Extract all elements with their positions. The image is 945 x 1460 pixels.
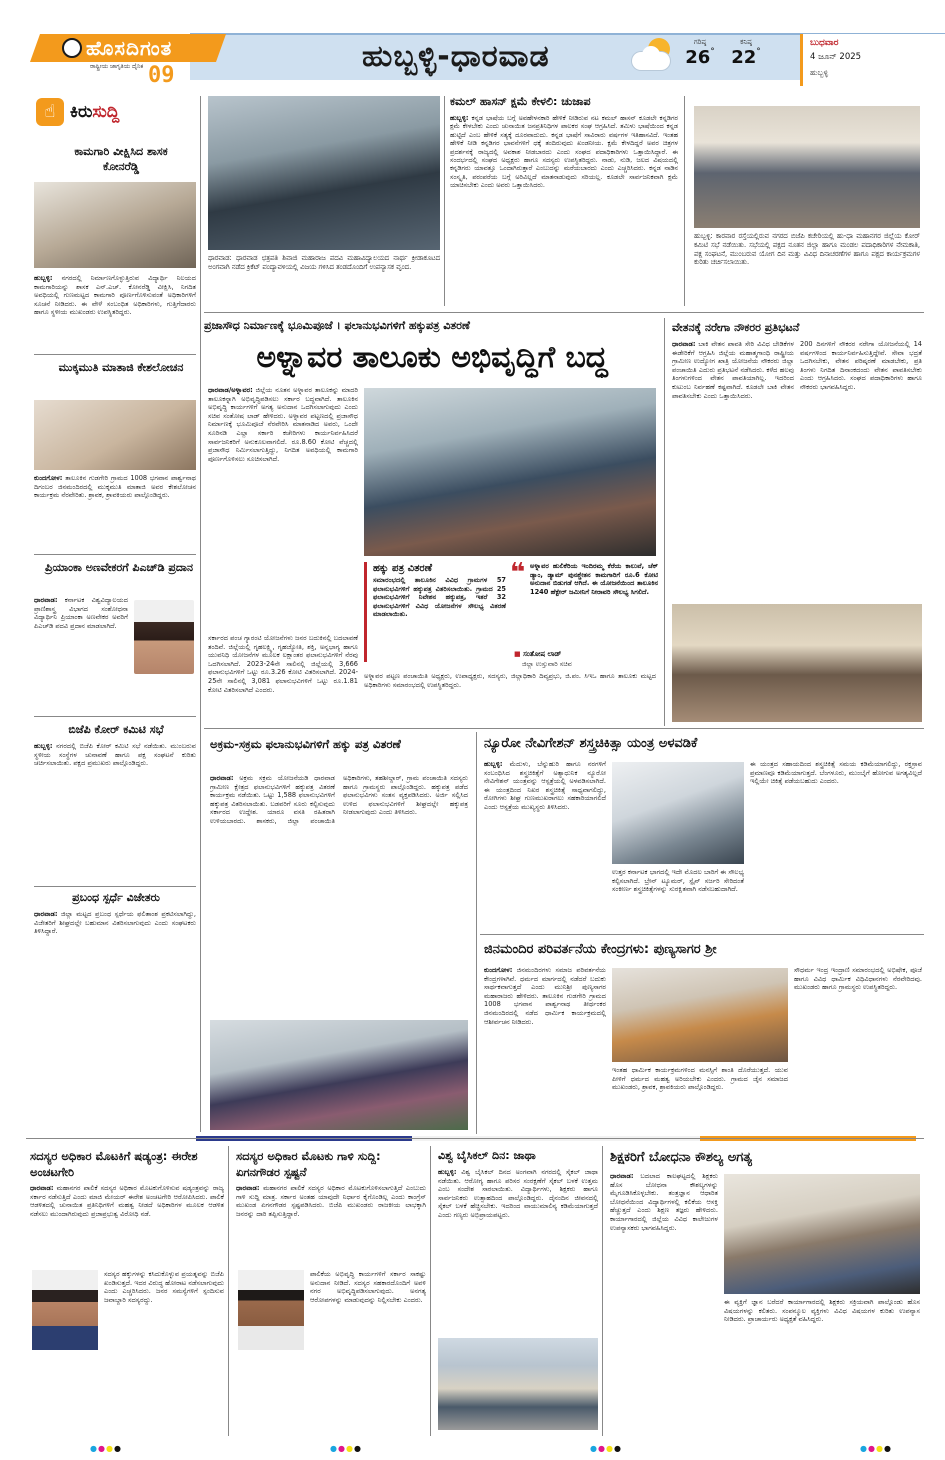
neuro-headline: ನ್ಯೂರೋ ನೇವಿಗೇಶನ್ ಶಸ್ತ್ರಚಿಕಿತ್ಸಾ ಯಂತ್ರ ಅಳವಡಿಕೆ xyxy=(484,736,698,751)
bottom-col-1 xyxy=(26,1146,226,1436)
page-number: 09 xyxy=(148,63,175,88)
max-temp-value: 26 xyxy=(685,47,711,68)
news-photo xyxy=(724,1174,920,1294)
col2-body-2: ಪಾಲಿಕೆಯ ಅಭಿವೃದ್ಧಿ ಕಾರ್ಯಗಳಿಗೆ ಸರ್ಕಾರ ಸಾಕಷ್ಟು ಅನುದಾನ ನೀಡಿದೆ. ಸದಸ್ಯರ ಸಹಕಾರದೊಂದಿಗೆ ಅವಳಿ ನಗರ ಅಭಿವೃದ್ಧಿಪಡಿಸಲಾಗುವುದು. ಅನಗತ್ಯ ಆರೋಪಗಳನ್ನು ಮಾಡುವುದನ್ನು ನಿಲ್ಲಿಸಬೇಕು ಎಂದರು. xyxy=(310,1270,426,1304)
weekday: ಬುಧವಾರ xyxy=(810,38,839,48)
col1-body-1: ಧಾರವಾಡ: ಮಹಾನಗರ ಪಾಲಿಕೆ ಸದಸ್ಯರ ಅಧಿಕಾರ ಮೊಟಕುಗೊಳಿಸುವ ಷಡ್ಯಂತ್ರವನ್ನು ರಾಜ್ಯ ಸರ್ಕಾರ ನಡೆಸುತ್ತಿದೆ ಎಂದು ಮಾಜಿ ಮೇಯರ್ ಈರೇಶ ಅಂಚಟಗೇರಿ ಆರೋಪಿಸಿದರು. ಪಾಲಿಕೆ ಆಡಳಿತದಲ್ಲಿ ಚುನಾಯಿತ ಪ್ರತಿನಿಧಿಗಳಿಗೆ ಮಹತ್ವ ನೀಡದೆ ಅಧಿಕಾರಿಗಳ ಮೂಲಕ ಆಡಳಿತ ನಡೆಸಲು ಮುಂದಾಗಿರುವುದು ಪ್ರಜಾಪ್ರಭುತ್ವ ವಿರೋಧಿ ನಡೆ. xyxy=(30,1184,224,1218)
quote-box xyxy=(510,558,658,670)
kirusuddi-label-b: ಸುದ್ದಿ xyxy=(92,102,120,122)
sidebar-item-title: ಪ್ರಬಂಧ ಸ್ಪರ್ಧೆ ವಿಜೇತರು xyxy=(72,891,160,904)
logo xyxy=(30,34,230,86)
neuro-body-2: ಉತ್ತರ ಕರ್ನಾಟಕ ಭಾಗದಲ್ಲಿ ಇದೇ ಮೊದಲ ಬಾರಿಗೆ ಈ ಸೌಲಭ್ಯ ಕಲ್ಪಿಸಲಾಗಿದೆ. ಬ್ರೇನ್ ಟ್ಯೂಮರ್, ಸ್ಪೈನ್ ಸರ್ಜರಿ ಸೇರಿದಂತೆ ಸಂಕೀರ್ಣ ಶಸ್ತ್ರಚಿಕಿತ್ಸೆಗಳನ್ನು ಸುರಕ್ಷಿತವಾಗಿ ನಡೆಸಬಹುದಾಗಿದೆ. xyxy=(612,868,744,894)
news-photo xyxy=(612,968,788,1062)
news-photo xyxy=(612,762,744,864)
portrait-photo xyxy=(32,1270,98,1350)
kamal-headline: ಕಮಲ್ ಹಾಸನ್ ಕ್ಷಮೆ ಕೇಳಲಿ: ಚುಜಾಪ xyxy=(450,95,591,108)
sidebar-divider xyxy=(200,96,201,1132)
portrait-photo xyxy=(134,600,194,674)
divider xyxy=(476,732,477,1134)
info-box-body: ಸಮಾರಂಭದಲ್ಲಿ ತಾಲೂಕಿನ ವಿವಿಧ ಗ್ರಾಮಗಳ 57 ಫಲಾನುಭವಿಗಳಿಗೆ ಹಕ್ಕುಪತ್ರ ವಿತರಿಸಲಾಯಿತು. ಗ್ರಾಮದ 25 ಫಲಾನುಭವಿಗಳಿಗೆ ನಿವೇಶನ ಹಕ್ಕುಪತ್ರ, ಇತರೆ 32 ಫಲಾನುಭವಿಗಳಿಗೆ ವಿವಿಧ ಯೋಜನೆಗಳ ಸೌಲಭ್ಯ ವಿತರಣೆ ಮಾಡಲಾಯಿತು. xyxy=(373,576,506,619)
divider xyxy=(664,318,665,726)
lead-headline: ಅಳ್ನಾವರ ತಾಲೂಕು ಅಭಿವೃದ್ಧಿಗೆ ಬದ್ಧ xyxy=(256,340,608,375)
registration-marks: ●●●● xyxy=(590,1444,622,1453)
news-photo xyxy=(694,106,920,228)
registration-marks: ●●●● xyxy=(860,1444,892,1453)
akrama-body: ಧಾರವಾಡ: ಅಕ್ರಮ ಸಕ್ರಮ ಯೋಜನೆಯಡಿ ಧಾರವಾಡ ಗ್ರಾಮೀಣ ಕ್ಷೇತ್ರದ ಫಲಾನುಭವಿಗಳಿಗೆ ಹಕ್ಕುಪತ್ರ ವಿತರಣೆ ಕಾರ್ಯಕ್ರಮ ನಡೆಯಿತು. ಒಟ್ಟು 1,588 ಫಲಾನುಭವಿಗಳಿಗೆ ಹಕ್ಕುಪತ್ರ ವಿತರಿಸಲಾಯಿತು. ಬಡವರಿಗೆ ಸೂರು ಕಲ್ಪಿಸುವುದು ಸರ್ಕಾರದ ಉದ್ದೇಶ. ಯಾರೂ ವಸತಿ ರಹಿತರಾಗಿ ಉಳಿಯಬಾರದು. ಶಾಸಕರು, ಜಿಲ್ಲಾ ಪಂಚಾಯಿತಿ ಅಧಿಕಾರಿಗಳು, ತಹಶೀಲ್ದಾರ್, ಗ್ರಾಮ ಪಂಚಾಯಿತಿ ಸದಸ್ಯರು ಹಾಗೂ ಗ್ರಾಮಸ್ಥರು ಪಾಲ್ಗೊಂಡಿದ್ದರು. ಹಕ್ಕುಪತ್ರ ಪಡೆದ ಫಲಾನುಭವಿಗಳು ಸಂತಸ ವ್ಯಕ್ತಪಡಿಸಿದರು. ಅರ್ಜಿ ಸಲ್ಲಿಸಿದ ಉಳಿದ ಫಲಾನುಭವಿಗಳಿಗೆ ಶೀಘ್ರದಲ್ಲೇ ಹಕ್ಕುಪತ್ರ ನೀಡಲಾಗುವುದು ಎಂದು ತಿಳಿಸಿದರು. xyxy=(210,774,468,825)
quote-mark-icon: ❝ xyxy=(510,558,526,588)
divider xyxy=(34,354,196,355)
sidebar-item-body: ಕುಂದಗೋಳ: ತಾಲೂಕಿನ ಗುಡಗೇರಿ ಗ್ರಾಮದ 1008 ಭಗವಾನ ಪಾರ್ಶ್ವನಾಥ ದಿಗಂಬರ ಜಿನಮಂದಿರದಲ್ಲಿ ಮುಕ್ಕಮುತಿ ಮಾತಾಜಿ ಅವರ ಕೇಶಲೋಚನ ಕಾರ್ಯಕ್ರಮ ನೆರವೇರಿತು. ಶ್ರಾವಕ, ಶ್ರಾವಕಿಯರು ಪಾಲ್ಗೊಂಡಿದ್ದರು. xyxy=(34,474,196,500)
jina-headline: ಜಿನಮಂದಿರ ಪರಿವರ್ತನೆಯ ಕೇಂದ್ರಗಳು: ಪುಣ್ಯಸಾಗರ ಶ್ರೀ xyxy=(484,942,717,957)
sidebar-item-title: ಪ್ರಿಯಾಂಕಾ ಅಣವೇಕರಗೆ ಪಿಎಚ್‌ಡಿ ಪ್ರದಾನ xyxy=(44,561,194,574)
portrait-photo xyxy=(238,1270,304,1350)
news-photo xyxy=(364,388,656,556)
divider xyxy=(228,1146,229,1436)
jina-body-2: ಇಂತಹ ಧಾರ್ಮಿಕ ಕಾರ್ಯಕ್ರಮಗಳಿಂದ ಮನಸ್ಸಿಗೆ ಶಾಂತಿ ದೊರೆಯುತ್ತದೆ. ಯುವ ಪೀಳಿಗೆ ಧರ್ಮದ ಮಹತ್ವ ಅರಿಯಬೇಕು ಎಂದರು. ಗ್ರಾಮದ ಜೈನ ಸಮಾಜದ ಮುಖಂಡರು, ಶ್ರಾವಕ, ಶ್ರಾವಕಿಯರು ಪಾಲ್ಗೊಂಡಿದ್ದರು. xyxy=(612,1066,788,1092)
sidebar xyxy=(26,92,198,1134)
akrama-story xyxy=(204,732,472,1134)
bottom-col-4 xyxy=(606,1146,924,1436)
registration-marks: ●●●● xyxy=(330,1444,362,1453)
news-photo xyxy=(208,96,440,250)
sidebar-item-body: ಧಾರವಾಡ: ಕರ್ನಾಟಕ ವಿಶ್ವವಿದ್ಯಾಲಯದ ಪ್ರಾಣಿಶಾಸ್ತ್ರ ವಿಭಾಗದ ಸಂಶೋಧನಾ ವಿದ್ಯಾರ್ಥಿನಿ ಪ್ರಿಯಾಂಕಾ ಅಣವೇಕರ ಅವರಿಗೆ ಪಿಎಚ್‌ಡಿ ಪದವಿ ಪ್ರದಾನ ಮಾಡಲಾಗಿದೆ. xyxy=(34,596,128,630)
nrega-story xyxy=(668,316,924,726)
neuro-story xyxy=(480,732,924,932)
logo-emblem-icon xyxy=(62,38,82,58)
col3-headline: ವಿಶ್ವ ಬೈಸಿಕಲ್ ದಿನ: ಜಾಥಾ xyxy=(438,1149,536,1162)
news-photo xyxy=(34,400,196,470)
bottom-col-3 xyxy=(434,1146,600,1436)
akrama-headline: ಅಕ್ರಮ-ಸಕ್ರಮ ಫಲಾನುಭವಿಗಳಿಗೆ ಹಕ್ಕು ಪತ್ರ ವಿತರಣೆ xyxy=(210,737,401,751)
divider xyxy=(444,96,445,306)
top-stories xyxy=(204,92,924,310)
divider xyxy=(430,1146,431,1436)
divider xyxy=(34,554,196,555)
bottom-col-2 xyxy=(232,1146,428,1436)
nrega-body-1: ಧಾರವಾಡ: ಬಾಕಿ ವೇತನ ಪಾವತಿ ಸೇರಿ ವಿವಿಧ ಬೇಡಿಕೆಗಳ ಈಡೇರಿಕೆಗೆ ಆಗ್ರಹಿಸಿ ಜಿಲ್ಲೆಯ ಮಹಾತ್ಮಗಾಂಧಿ ರಾಷ್ಟ್ರೀಯ ಗ್ರಾಮೀಣ ಉದ್ಯೋಗ ಖಾತ್ರಿ ಯೋಜನೆಯ ನೌಕರರು ಜಿಲ್ಲಾ ಪಂಚಾಯಿತಿ ಎದುರು ಪ್ರತಿಭಟನೆ ನಡೆಸಿದರು. ಕಳೆದ ಹಲವು ತಿಂಗಳುಗಳಿಂದ ವೇತನ ಪಾವತಿಯಾಗಿಲ್ಲ. ಇದರಿಂದ ಕುಟುಂಬ ನಿರ್ವಹಣೆ ಕಷ್ಟವಾಗಿದೆ. ಕೂಡಲೇ ಬಾಕಿ ವೇತನ ಪಾವತಿಸಬೇಕು ಎಂದು ಒತ್ತಾಯಿಸಿದರು. xyxy=(672,340,794,400)
quote-author: ■ ಸಂತೋಷ ಲಾಡ್ xyxy=(514,650,562,658)
divider xyxy=(34,716,196,717)
lead-body-2: ಸರ್ಕಾರದ ಪಂಚ ಗ್ಯಾರಂಟಿ ಯೋಜನೆಗಳು ಜನರ ಬದುಕಿನಲ್ಲಿ ಬದಲಾವಣೆ ತಂದಿವೆ. ಜಿಲ್ಲೆಯಲ್ಲಿ ಗೃಹಲಕ್ಷ್ಮಿ, ಗೃಹಜ್ಯೋತಿ, ಶಕ್ತಿ, ಅನ್ನಭಾಗ್ಯ ಹಾಗೂ ಯುವನಿಧಿ ಯೋಜನೆಗಳ ಮೂಲಕ ಲಕ್ಷಾಂತರ ಫಲಾನುಭವಿಗಳಿಗೆ ನೆರವು ಒದಗಿಸಲಾಗಿದೆ. 2023-24ನೇ ಸಾಲಿನಲ್ಲಿ ಜಿಲ್ಲೆಯಲ್ಲಿ 3,666 ಫಲಾನುಭವಿಗಳಿಗೆ ಒಟ್ಟು ರೂ.3.26 ಕೋಟಿ ವಿತರಿಸಲಾಗಿದೆ. 2024-25ನೇ ಸಾಲಿನಲ್ಲಿ 3,081 ಫಲಾನುಭವಿಗಳಿಗೆ ಒಟ್ಟು ರೂ.1.81 ಕೋಟಿ ವಿತರಿಸಲಾಗಿದೆ ಎಂದರು. xyxy=(208,634,358,694)
neuro-body-1: ಹುಬ್ಬಳ್ಳಿ: ಮೆದುಳು, ಬೆನ್ನುಹುರಿ ಹಾಗೂ ನರಗಳಿಗೆ ಸಂಬಂಧಿಸಿದ ಶಸ್ತ್ರಚಿಕಿತ್ಸೆಗೆ ಅತ್ಯಾಧುನಿಕ ನ್ಯೂರೋ ನೇವಿಗೇಶನ್ ಯಂತ್ರವನ್ನು ಆಸ್ಪತ್ರೆಯಲ್ಲಿ ಅಳವಡಿಸಲಾಗಿದೆ. ಈ ಯಂತ್ರದಿಂದ ನಿಖರ ಶಸ್ತ್ರಚಿಕಿತ್ಸೆ ಸಾಧ್ಯವಾಗಲಿದ್ದು, ರೋಗಿಗಳು ಶೀಘ್ರ ಗುಣಮುಖರಾಗಲು ಸಹಕಾರಿಯಾಗಲಿದೆ ಎಂದು ಆಸ್ಪತ್ರೆಯ ಮುಖ್ಯಸ್ಥರು ತಿಳಿಸಿದರು. xyxy=(484,760,606,811)
col4-body-2: ಈ ವ್ಯಕ್ತಿಗೆ ಜ್ಞಾನ ಬರೆದರೆ ಕಾರ್ಯಾಗಾರದಲ್ಲಿ ಶಿಕ್ಷಕರು ಸಕ್ರಿಯವಾಗಿ ಪಾಲ್ಗೊಂಡು ಹೊಸ ವಿಷಯಗಳನ್ನು ಕಲಿತರು. ಸಂಪನ್ಮೂಲ ವ್ಯಕ್ತಿಗಳು ವಿವಿಧ ವಿಷಯಗಳ ಕುರಿತು ಉಪನ್ಯಾಸ ನೀಡಿದರು. ಪ್ರಾಚಾರ್ಯರು ಅಧ್ಯಕ್ಷತೆ ವಹಿಸಿದ್ದರು. xyxy=(724,1298,920,1324)
sidebar-item-body: ಹುಬ್ಬಳ್ಳಿ: ನಗರದಲ್ಲಿ ಬಿಜೆಪಿ ಕೋರ್ ಕಮಿಟಿ ಸಭೆ ನಡೆಯಿತು. ಮುಂಬರುವ ಸ್ಥಳೀಯ ಸಂಸ್ಥೆಗಳ ಚುನಾವಣೆ ಹಾಗೂ ಪಕ್ಷ ಸಂಘಟನೆ ಕುರಿತು ಚರ್ಚಿಸಲಾಯಿತು. ಪಕ್ಷದ ಪ್ರಮುಖರು ಪಾಲ್ಗೊಂಡಿದ್ದರು. xyxy=(34,742,196,768)
lead-kicker: ಪ್ರಜಾಸೌಧ ನಿರ್ಮಾಣಕ್ಕೆ ಭೂಮಿಪೂಜೆ । ಫಲಾನುಭವಿಗಳಿಗೆ ಹಕ್ಕುಪತ್ರ ವಿತರಣೆ xyxy=(204,319,470,332)
logo-tagline: ರಾಷ್ಟ್ರೀಯ ಜಾಗೃತಿಯ ದೈನಿಕ xyxy=(90,63,144,70)
col1-body-2: ಸದಸ್ಯರ ಹಕ್ಕುಗಳನ್ನು ಕಸಿದುಕೊಳ್ಳುವ ಪ್ರಯತ್ನವನ್ನು ಬಿಜೆಪಿ ಖಂಡಿಸುತ್ತದೆ. ಇದರ ವಿರುದ್ಧ ಹೋರಾಟ ನಡೆಸಲಾಗುವುದು ಎಂದು ಎಚ್ಚರಿಸಿದರು. ಜನರ ಸಮಸ್ಯೆಗಳಿಗೆ ಸ್ಪಂದಿಸುವ ಜವಾಬ್ದಾರಿ ಸದಸ್ಯರದ್ದು. xyxy=(104,1270,224,1304)
nrega-headline: ವೇತನಕ್ಕೆ ನರೇಗಾ ನೌಕರರ ಪ್ರತಿಭಟನೆ xyxy=(672,321,800,334)
col2-body-1: ಧಾರವಾಡ: ಮಹಾನಗರ ಪಾಲಿಕೆ ಸದಸ್ಯರ ಅಧಿಕಾರ ಮೊಟಕುಗೊಳಿಸಲಾಗುತ್ತಿದೆ ಎಂಬುದು ಗಾಳಿ ಸುದ್ದಿ ಮಾತ್ರ. ಸರ್ಕಾರ ಅಂತಹ ಯಾವುದೇ ನಿರ್ಧಾರ ಕೈಗೊಂಡಿಲ್ಲ ಎಂದು ಕಾಂಗ್ರೆಸ್ ಮುಖಂಡ ಏಗನಗೌಡರ ಸ್ಪಷ್ಟಪಡಿಸಿದರು. ಬಿಜೆಪಿ ಮುಖಂಡರು ರಾಜಕೀಯ ಲಾಭಕ್ಕಾಗಿ ಜನರನ್ನು ದಾರಿ ತಪ್ಪಿಸುತ್ತಿದ್ದಾರೆ. xyxy=(236,1184,426,1218)
kamal-body: ಹುಬ್ಬಳ್ಳಿ: ಕನ್ನಡ ಭಾಷೆಯ ಬಗ್ಗೆ ಅವಹೇಳನಕಾರಿ ಹೇಳಿಕೆ ನೀಡಿರುವ ನಟ ಕಮಲ್ ಹಾಸನ್ ಕೂಡಲೇ ಕನ್ನಡಿಗರ ಕ್ಷಮೆ ಕೇಳಬೇಕು ಎಂದು ಚುನಾಯಿತ ಜನಪ್ರತಿನಿಧಿಗಳ ಪಾಲಕರ ಸಂಘ ಆಗ್ರಹಿಸಿದೆ. ತಮಿಳು ಭಾಷೆಯಿಂದ ಕನ್ನಡ ಹುಟ್ಟಿದೆ ಎಂಬ ಹೇಳಿಕೆ ಸತ್ಯಕ್ಕೆ ದೂರವಾದುದು. ಕನ್ನಡ ಭಾಷೆಗೆ ಸಾವಿರಾರು ವರ್ಷಗಳ ಇತಿಹಾಸವಿದೆ. ಇಂತಹ ಹೇಳಿಕೆ ನೀಡಿ ಕನ್ನಡಿಗರ ಭಾವನೆಗಳಿಗೆ ಧಕ್ಕೆ ತಂದಿರುವುದು ಖಂಡನೀಯ. ಕ್ಷಮೆ ಕೇಳದಿದ್ದರೆ ಅವರ ಚಿತ್ರಗಳ ಪ್ರದರ್ಶನಕ್ಕೆ ರಾಜ್ಯದಲ್ಲಿ ಅವಕಾಶ ನೀಡಬಾರದು ಎಂದು ಸಂಘದ ಪದಾಧಿಕಾರಿಗಳು ಒತ್ತಾಯಿಸಿದ್ದಾರೆ. ಈ ಸಂದರ್ಭದಲ್ಲಿ ಸಂಘದ ಅಧ್ಯಕ್ಷರು ಹಾಗೂ ಸದಸ್ಯರು ಉಪಸ್ಥಿತರಿದ್ದರು. ನಾಡು, ನುಡಿ, ಜಲದ ವಿಷಯದಲ್ಲಿ ಕನ್ನಡಿಗರು ಯಾವತ್ತೂ ಒಂದಾಗಿರುತ್ತಾರೆ ಎಂಬುದನ್ನು ಮರೆಯಬಾರದು ಎಂದು ಎಚ್ಚರಿಸಿದರು. ಕನ್ನಡ ನಾಡಿನ ಸಂಸ್ಕೃತಿ, ಪರಂಪರೆಯ ಬಗ್ಗೆ ಅರಿವಿಲ್ಲದೆ ಮಾತನಾಡುವುದು ಸರಿಯಲ್ಲ. ಕೂಡಲೇ ಸಾರ್ವಜನಿಕವಾಗಿ ಕ್ಷಮೆ ಯಾಚಿಸಬೇಕು ಎಂದು ಅವರು ಒತ್ತಾಯಿಸಿದರು. xyxy=(450,114,678,190)
quote-role: ಜಿಲ್ಲಾ ಉಸ್ತುವಾರಿ ಸಚಿವ xyxy=(522,660,572,668)
min-temp-label: ಕನಿಷ್ಠ xyxy=(740,38,752,46)
sidebar-item-title: ಮುಕ್ಕಮುತಿ ಮಾತಾಜಿ ಕೇಶಲೋಚನ xyxy=(58,361,184,374)
pointing-hand-icon: ☝ xyxy=(36,98,64,126)
news-photo xyxy=(34,182,196,268)
logo-text: ಹೊಸದಿಗಂತ xyxy=(86,36,173,60)
col4-headline: ಶಿಕ್ಷಕರಿಗೆ ಬೋಧನಾ ಕೌಶಲ್ಯ ಅಗತ್ಯ xyxy=(610,1150,752,1165)
kirusuddi-header xyxy=(30,94,196,136)
info-box-title: ಹಕ್ಕು ಪತ್ರ ವಿತರಣೆ xyxy=(373,563,432,574)
photo-caption: ಹುಬ್ಬಳ್ಳಿ: ಕಾರವಾರ ರಸ್ತೆಯಲ್ಲಿರುವ ನಗರದ ಬಿಜೆಪಿ ಕಚೇರಿಯಲ್ಲಿ ಹು-ಧಾ ಮಹಾನಗರ ಜಿಲ್ಲೆಯ ಕೋರ್ ಕಮಿಟಿ ಸಭೆ ನಡೆಯಿತು. ಸಭೆಯಲ್ಲಿ ಪಕ್ಷದ ನೂತನ ಜಿಲ್ಲಾ ಹಾಗೂ ಮಂಡಲ ಪದಾಧಿಕಾರಿಗಳ ನೇಮಕಾತಿ, ಪಕ್ಷ ಸಂಘಟನೆ, ಮುಂಬರುವ ಯೋಗ ದಿನ ಮತ್ತು ವಿವಿಧ ದಿನಾಚರಣೆಗಳ ಹಾಗೂ ಪಕ್ಷದ ಕಾರ್ಯಕ್ರಮಗಳ ಕುರಿತು ಚರ್ಚಿಸಲಾಯಿತು. xyxy=(694,232,920,267)
sidebar-item-body: ಹುಬ್ಬಳ್ಳಿ: ನಗರದಲ್ಲಿ ನಿರ್ಮಾಣಗೊಳ್ಳುತ್ತಿರುವ ವಿದ್ಯಾರ್ಥಿ ನಿಲಯದ ಕಾಮಗಾರಿಯನ್ನು ಶಾಸಕ ಎನ್.ಎಚ್. ಕೋನರೆಡ್ಡಿ ವೀಕ್ಷಿಸಿ, ನಿಗದಿತ ಅವಧಿಯಲ್ಲಿ ಗುಣಮಟ್ಟದ ಕಾಮಗಾರಿ ಪೂರ್ಣಗೊಳಿಸುವಂತೆ ಅಧಿಕಾರಿಗಳಿಗೆ ಸೂಚನೆ ನೀಡಿದರು. ಈ ವೇಳೆ ಸಂಬಂಧಿತ ಅಧಿಕಾರಿಗಳು, ಗುತ್ತಿಗೆದಾರರು ಹಾಗೂ ಸ್ಥಳೀಯ ಮುಖಂಡರು ಉಪಸ್ಥಿತರಿದ್ದರು. xyxy=(34,274,196,317)
col4-body-1: ಧಾರವಾಡ: ಬದಲಾದ ಕಾಲಘಟ್ಟದಲ್ಲಿ ಶಿಕ್ಷಕರು ಹೊಸ ಬೋಧನಾ ಕೌಶಲ್ಯಗಳನ್ನು ಮೈಗೂಡಿಸಿಕೊಳ್ಳಬೇಕು. ತಂತ್ರಜ್ಞಾನ ಆಧಾರಿತ ಬೋಧನೆಯಿಂದ ವಿದ್ಯಾರ್ಥಿಗಳಲ್ಲಿ ಕಲಿಕೆಯ ಆಸಕ್ತಿ ಹೆಚ್ಚುತ್ತದೆ ಎಂದು ಶಿಕ್ಷಣ ತಜ್ಞರು ಹೇಳಿದರು. ಕಾರ್ಯಾಗಾರದಲ್ಲಿ ಜಿಲ್ಲೆಯ ವಿವಿಧ ಕಾಲೇಜುಗಳ ಉಪನ್ಯಾಸಕರು ಭಾಗವಹಿಸಿದ್ದರು. xyxy=(610,1172,718,1232)
max-temp-degree: ° xyxy=(710,47,715,57)
city: ಹುಬ್ಬಳ್ಳಿ xyxy=(810,68,829,77)
nrega-body-2: 200 ದಿನಗಳಿಗೆ ನೌಕರರ ನರೇಗಾ ಯೋಜನೆಯಲ್ಲಿ 14 ವರ್ಷಗಳಿಂದ ಕಾರ್ಯನಿರ್ವಹಿಸುತ್ತಿದ್ದೇವೆ. ಸೇವಾ ಭದ್ರತೆ ಒದಗಿಸಬೇಕು, ವೇತನ ಪರಿಷ್ಕರಣೆ ಮಾಡಬೇಕು, ಪ್ರತಿ ತಿಂಗಳು ನಿಗದಿತ ದಿನಾಂಕದಂದು ವೇತನ ಪಾವತಿಸಬೇಕು ಎಂದು ಆಗ್ರಹಿಸಿದರು. ಸಂಘದ ಪದಾಧಿಕಾರಿಗಳು ಹಾಗೂ ನೌಕರರು ಭಾಗವಹಿಸಿದ್ದರು. xyxy=(800,340,922,391)
info-box xyxy=(364,562,506,662)
col3-body: ಹುಬ್ಬಳ್ಳಿ: ವಿಶ್ವ ಬೈಸಿಕಲ್ ದಿನದ ಅಂಗವಾಗಿ ನಗರದಲ್ಲಿ ಸೈಕಲ್ ಜಾಥಾ ನಡೆಯಿತು. ಆರೋಗ್ಯ ಹಾಗೂ ಪರಿಸರ ಸಂರಕ್ಷಣೆಗೆ ಸೈಕಲ್ ಬಳಕೆ ಉತ್ತಮ ಎಂಬ ಸಂದೇಶ ಸಾರಲಾಯಿತು. ವಿದ್ಯಾರ್ಥಿಗಳು, ಶಿಕ್ಷಕರು ಹಾಗೂ ಸಾರ್ವಜನಿಕರು ಉತ್ಸಾಹದಿಂದ ಪಾಲ್ಗೊಂಡಿದ್ದರು. ದೈನಂದಿನ ಜೀವನದಲ್ಲಿ ಸೈಕಲ್ ಬಳಕೆ ಹೆಚ್ಚಿಸಬೇಕು. ಇದರಿಂದ ವಾಯುಮಾಲಿನ್ಯ ಕಡಿಮೆಯಾಗುತ್ತದೆ ಎಂದು ಗಣ್ಯರು ಅಭಿಪ್ರಾಯಪಟ್ಟರು. xyxy=(438,1168,598,1219)
divider xyxy=(34,886,196,887)
sidebar-item-body: ಧಾರವಾಡ: ಜಿಲ್ಲಾ ಮಟ್ಟದ ಪ್ರಬಂಧ ಸ್ಪರ್ಧೆಯ ಫಲಿತಾಂಶ ಪ್ರಕಟಿಸಲಾಗಿದ್ದು, ವಿಜೇತರಿಗೆ ಶೀಘ್ರದಲ್ಲೇ ಬಹುಮಾನ ವಿತರಿಸಲಾಗುವುದು ಎಂದು ಸಂಘಟಕರು ತಿಳಿಸಿದ್ದಾರೆ. xyxy=(34,910,196,936)
divider xyxy=(480,934,924,935)
max-temp-label: ಗರಿಷ್ಠ xyxy=(693,38,707,46)
max-temp-block xyxy=(678,38,722,78)
jina-body-3: ಸೌಧರ್ಮ ಇಂದ್ರ ಇಂದ್ರಾಣಿ ಸಮಾರಂಭದಲ್ಲಿ ಅಭಿಷೇಕ, ಪೂಜೆ ಹಾಗೂ ವಿವಿಧ ಧಾರ್ಮಿಕ ವಿಧಿವಿಧಾನಗಳು ನೆರವೇರಿದವು. ಮುಖಂಡರು ಹಾಗೂ ಗ್ರಾಮಸ್ಥರು ಉಪಸ್ಥಿತರಿದ್ದರು. xyxy=(794,966,922,992)
col2-headline: ಸದಸ್ಯರ ಅಧಿಕಾರ ಮೊಟಕು ಗಾಳಿ ಸುದ್ದಿ: ಏಗನಗೌಡರ ಸ್ಪಷ್ಟನೆ xyxy=(236,1149,381,1179)
sidebar-item-title: ಕಾಮಗಾರಿ ವೀಕ್ಷಿಸಿದ ಶಾಸಕ ಕೋನರೆಡ್ಡಿ xyxy=(74,145,168,173)
divider xyxy=(204,728,924,729)
col1-headline: ಸದಸ್ಯರ ಅಧಿಕಾರ ಮೊಟಕಿಗೆ ಷಡ್ಯಂತ್ರ: ಈರೇಶ ಅಂಚಟಗೇರಿ xyxy=(30,1149,198,1179)
lead-body-1: ಧಾರವಾಡ/ಅಳ್ನಾವರ: ಜಿಲ್ಲೆಯ ನೂತನ ಅಳ್ನಾವರ ತಾಲೂಕನ್ನು ಮಾದರಿ ತಾಲೂಕನ್ನಾಗಿ ಅಭಿವೃದ್ಧಿಪಡಿಸಲು ಸರ್ಕಾರ ಬದ್ಧವಾಗಿದೆ. ತಾಲೂಕಿನ ಅಭಿವೃದ್ಧಿ ಕಾರ್ಯಗಳಿಗೆ ಅಗತ್ಯ ಅನುದಾನ ಒದಗಿಸಲಾಗುವುದು ಎಂದು ಸಚಿವ ಸಂತೋಷ ಲಾಡ್ ಹೇಳಿದರು. ಅಳ್ನಾವರ ಪಟ್ಟಣದಲ್ಲಿ ಪ್ರಜಾಸೌಧ ನಿರ್ಮಾಣಕ್ಕೆ ಭೂಮಿಪೂಜೆ ನೆರವೇರಿಸಿ ಮಾತನಾಡಿದ ಅವರು, ಒಂದೇ ಸೂರಿನಡಿ ಎಲ್ಲಾ ಸರ್ಕಾರಿ ಕಚೇರಿಗಳು ಕಾರ್ಯನಿರ್ವಹಿಸಿದರೆ ಸಾರ್ವಜನಿಕರಿಗೆ ಅನುಕೂಲವಾಗಲಿದೆ. ರೂ.8.60 ಕೋಟಿ ವೆಚ್ಚದಲ್ಲಿ ಪ್ರಜಾಸೌಧ ನಿರ್ಮಿಸಲಾಗುತ್ತಿದ್ದು, ನಿಗದಿತ ಅವಧಿಯಲ್ಲಿ ಕಾಮಗಾರಿ ಪೂರ್ಣಗೊಳಿಸಲು ಸೂಚಿಸಲಾಗಿದೆ. xyxy=(208,386,358,463)
jina-body-1: ಕುಂದಗೋಳ: ಜಿನಮಂದಿರಗಳು ಸಮಾಜ ಪರಿವರ್ತನೆಯ ಕೇಂದ್ರಗಳಾಗಿವೆ. ಧರ್ಮದ ಮಾರ್ಗದಲ್ಲಿ ನಡೆದರೆ ಬದುಕು ಸಾರ್ಥಕವಾಗುತ್ತದೆ ಎಂದು ಮುನಿಶ್ರೀ ಪುಣ್ಯಸಾಗರ ಮಹಾರಾಜರು ಹೇಳಿದರು. ತಾಲೂಕಿನ ಗುಡಗೇರಿ ಗ್ರಾಮದ 1008 ಭಗವಾನ ಪಾರ್ಶ್ವನಾಥ ತೀರ್ಥಂಕರ ಜಿನಮಂದಿರದಲ್ಲಿ ನಡೆದ ಧಾರ್ಮಿಕ ಕಾರ್ಯಕ್ರಮದಲ್ಲಿ ಆಶೀರ್ವಚನ ನೀಡಿದರು. xyxy=(484,966,606,1026)
divider xyxy=(204,312,924,313)
news-photo xyxy=(210,1020,468,1130)
divider xyxy=(602,1146,603,1436)
news-photo xyxy=(438,1338,598,1430)
registration-marks: ●●●● xyxy=(90,1444,122,1453)
neuro-body-3: ಈ ಯಂತ್ರದ ಸಹಾಯದಿಂದ ಶಸ್ತ್ರಚಿಕಿತ್ಸೆ ಸಮಯ ಕಡಿಮೆಯಾಗಲಿದ್ದು, ರಕ್ತಸ್ರಾವ ಪ್ರಮಾಣವೂ ಕಡಿಮೆಯಾಗುತ್ತದೆ. ಬೆಂಗಳೂರು, ಮುಂಬೈಗೆ ಹೋಗುವ ಅಗತ್ಯವಿಲ್ಲದೆ ಇಲ್ಲಿಯೇ ಚಿಕಿತ್ಸೆ ಪಡೆಯಬಹುದು ಎಂದರು. xyxy=(750,760,922,786)
quote-text: ಅಳ್ನಾವರ ಹುಲಿಕೆರಿಯ ಇಂದಿರಮ್ಮ ಕೆರೆಯ ಕಾಲುವೆ, ಚೆಕ್ ಡ್ಯಾಂ, ಡ್ಯಾಮ್ ಪುನಶ್ಚೇತನ ಕಾಮಗಾರಿಗೆ ರೂ.6 ಕೋಟಿ ಅನುದಾನ ಬಿಡುಗಡೆ ಆಗಿದೆ. ಈ ಯೋಜನೆಯಿಂದ ತಾಲೂಕಿನ 1240 ಹೆಕ್ಟೇರ್ ಜಮೀನಿಗೆ ನೀರಾವರಿ ಸೌಲಭ್ಯ ಸಿಗಲಿದೆ. xyxy=(530,562,658,596)
section-title: ಹುಬ್ಬಳ್ಳಿ-ಧಾರವಾಡ xyxy=(362,39,550,74)
date: 4 ಜೂನ್ 2025 xyxy=(810,52,862,62)
divider xyxy=(684,96,685,306)
sidebar-item-title: ಬಿಜೆಪಿ ಕೋರ್ ಕಮಿಟಿ ಸಭೆ xyxy=(68,723,164,736)
lead-story xyxy=(204,316,660,726)
min-temp-degree: ° xyxy=(756,47,761,57)
partly-cloudy-icon xyxy=(630,36,676,76)
lead-body-3: ಅಳ್ನಾವರ ಪಟ್ಟಣ ಪಂಚಾಯಿತಿ ಅಧ್ಯಕ್ಷರು, ಉಪಾಧ್ಯಕ್ಷರು, ಸದಸ್ಯರು, ಜಿಲ್ಲಾಧಿಕಾರಿ ದಿವ್ಯಪ್ರಭು, ಜಿ.ಪಂ. ಸಿಇಒ ಹಾಗೂ ತಾಲೂಕು ಮಟ್ಟದ ಅಧಿಕಾರಿಗಳು ಸಮಾರಂಭದಲ್ಲಿ ಉಪಸ್ಥಿತರಿದ್ದರು. xyxy=(364,672,656,689)
divider xyxy=(26,1138,924,1139)
news-photo xyxy=(672,604,922,722)
min-temp-value: 22 xyxy=(731,47,757,68)
date-block xyxy=(800,34,945,86)
photo-caption: ಧಾರವಾಡ: ಧಾರವಾಡ ಛತ್ರಪತಿ ಶಿವಾಜಿ ಮಹಾರಾಜ ಪದವಿ ಮಹಾವಿದ್ಯಾಲಯದ ನಾರ್ಥ ಕ್ರೀಡಾಕೂಟದ ಅಂಗವಾಗಿ ನಡೆದ ಕ್ರಿಕೆಟ್ ಪಂದ್ಯಾವಳಿಯಲ್ಲಿ ವಿಜಯ ಗಳಿಸಿದ ತಂಡದೊಂದಿಗೆ ಉಪನ್ಯಾಸಕ ವೃಂದ. xyxy=(208,254,440,271)
min-temp-block xyxy=(724,38,768,78)
kirusuddi-label-a: ಕಿರು xyxy=(70,102,93,122)
jina-story xyxy=(480,938,924,1134)
masthead xyxy=(0,0,945,90)
